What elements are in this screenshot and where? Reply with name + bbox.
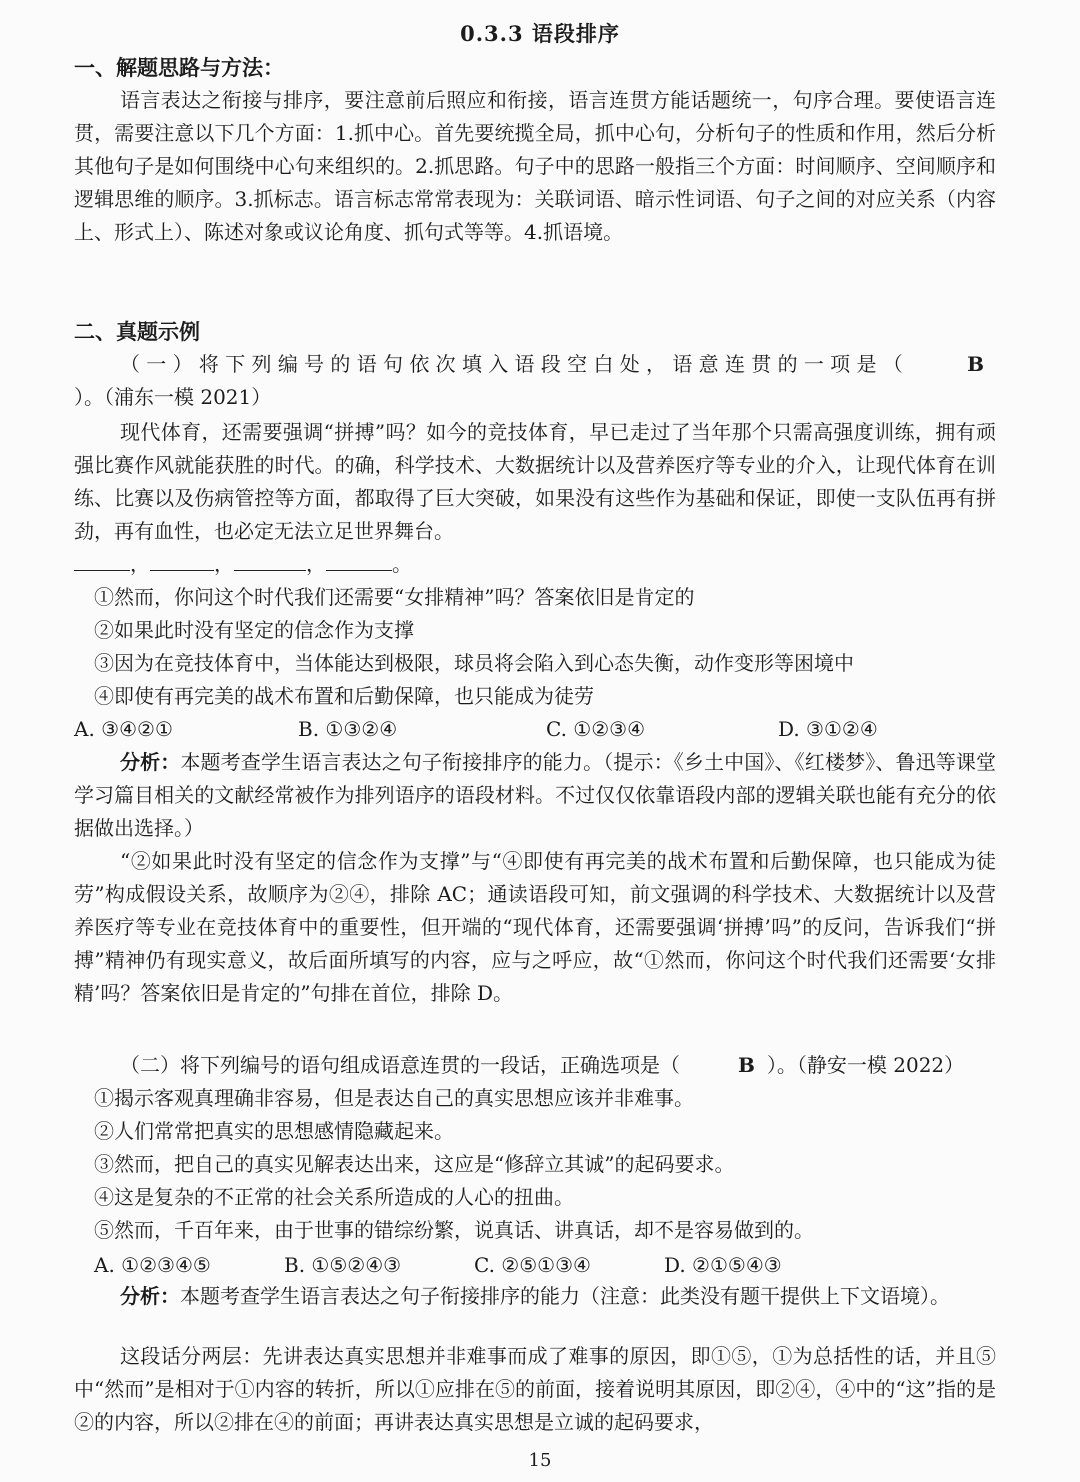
q2-options <box>94 1249 994 1282</box>
q1-stem-after: ）。（浦东一模 2021） <box>74 385 272 409</box>
blank-end: 。 <box>392 552 412 576</box>
blank-4 <box>326 550 392 571</box>
q2-item: ①揭示客观真理确非容易，但是表达自己的真实思想应该并非难事。 <box>94 1086 694 1110</box>
q2-analysis <box>74 1280 996 1313</box>
q1-stem-before: （一）将下列编号的语句依次填入语段空白处，语意连贯的一项是（ <box>120 352 910 376</box>
q1-options <box>74 713 996 746</box>
blank-separator: ， <box>130 552 150 576</box>
q2-item: ②人们常常把真实的思想感情隐藏起来。 <box>94 1119 454 1143</box>
q2-item: ③然而，把自己的真实见解表达出来，这应是“修辞立其诚”的起码要求。 <box>94 1152 735 1176</box>
q2-analysis-text: 本题考查学生语言表达之句子衔接排序的能力（注意：此类没有题干提供上下文语境）。 <box>180 1284 950 1308</box>
q1-explanation: “②如果此时没有坚定的信念作为支撑”与“④即使有再完美的战术布置和后勤保障，也只能成为徒劳”构成假设关系，故顺序为②④，排除 AC；通读语段可知，前文强调的科学技术、大数据统计以及营养医疗等专业在竞技体育中的重要性，但开端的“现代体育，还需要强调‘拼搏’吗”的反问，告诉我们“拼搏”精神仍有现实意义，故后面所填写的内容，应与之呼应，故“①然而，你问这个时代我们还需要‘女排精’吗？答案依旧是肯定的”句排在首位，排除 D。 <box>74 849 996 1005</box>
q2-answer: B <box>738 1053 755 1077</box>
q1-blanks <box>74 548 412 581</box>
q1-analysis-text: 本题考查学生语言表达之句子衔接排序的能力。（提示：《乡土中国》、《红楼梦》、鲁迅等课堂学习篇目相关的文献经常被作为排列语序的语段材料。不过仅仅依靠语段内部的逻辑关联也能有充分的依据做出选择。） <box>74 750 997 840</box>
q2-analysis-label: 分析： <box>120 1284 180 1308</box>
section2-heading: 二、真题示例 <box>74 319 200 344</box>
q1-stem <box>74 348 996 414</box>
q2-explanation: 这段话分两层：先讲表达真实思想并非难事而成了难事的原因，即①⑤，①为总括性的话，并且⑤中“然而”是相对于①内容的转折，所以①应排在⑤的前面，接着说明其原因，即②④，④中的“这”指的是②的内容，所以②排在④的前面；再讲表达真实思想是立诚的起码要求， <box>74 1344 996 1434</box>
page-number: 15 <box>528 1450 552 1471</box>
q1-item: ④即使有再完美的战术布置和后勤保障，也只能成为徒劳 <box>94 684 594 708</box>
q1-analysis <box>74 746 996 845</box>
q1-analysis-label: 分析： <box>120 750 181 774</box>
q2-stem-before: （二）将下列编号的语句组成语意连贯的一段话，正确选项是（ <box>120 1053 680 1077</box>
blank-separator: ， <box>214 552 234 576</box>
q2-option-c: C. ②⑤①③④ <box>474 1253 591 1277</box>
section1-heading: 一、解题思路与方法： <box>74 55 284 80</box>
blank-separator: ， <box>306 552 326 576</box>
q2-option-b: B. ①⑤②④③ <box>284 1253 402 1277</box>
q1-option-c: C. ①②③④ <box>546 717 646 741</box>
q1-option-d: D. ③①②④ <box>778 717 878 741</box>
q1-option-a: A. ③④②① <box>74 717 173 741</box>
blank-2 <box>150 550 214 571</box>
blank-3 <box>234 550 306 571</box>
q1-item: ②如果此时没有坚定的信念作为支撑 <box>94 618 414 642</box>
q2-item: ④这是复杂的不正常的社会关系所造成的人心的扭曲。 <box>94 1185 574 1209</box>
q2-option-d: D. ②①⑤④③ <box>664 1253 782 1277</box>
page-title: 0.3.3 语段排序 <box>460 21 620 46</box>
q2-item: ⑤然而，千百年来，由于世事的错综纷繁，说真话、讲真话，却不是容易做到的。 <box>94 1218 814 1242</box>
q1-answer: B <box>967 352 984 376</box>
blank-1 <box>74 550 130 571</box>
q1-passage: 现代体育，还需要强调“拼搏”吗？如今的竞技体育，早已走过了当年那个只需高强度训练，拥有顽强比赛作风就能获胜的时代。的确，科学技术、大数据统计以及营养医疗等专业的介入，让现代体育在训练、比赛以及伤病管控等方面，都取得了巨大突破，如果没有这些作为基础和保证，即使一支队伍再有拼劲，再有血性，也必定无法立足世界舞台。 <box>74 420 996 543</box>
q1-item: ③因为在竞技体育中，当体能达到极限，球员将会陷入到心态失衡，动作变形等困境中 <box>94 651 854 675</box>
q2-stem-after: ）。（静安一模 2022） <box>766 1053 965 1077</box>
q2-option-a: A. ①②③④⑤ <box>94 1253 211 1277</box>
q2-stem <box>74 1049 996 1082</box>
q1-item: ①然而，你问这个时代我们还需要“女排精神”吗？答案依旧是肯定的 <box>94 585 695 609</box>
q1-option-b: B. ①③②④ <box>298 717 398 741</box>
section1-body: 语言表达之衔接与排序，要注意前后照应和衔接，语言连贯方能话题统一，句序合理。要使语言连贯，需要注意以下几个方面：1.抓中心。首先要统揽全局，抓中心句，分析句子的性质和作用，然后分析其他句子是如何围绕中心句来组织的。2.抓思路。句子中的思路一般指三个方面：时间顺序、空间顺序和逻辑思维的顺序。3.抓标志。语言标志常常表现为：关联词语、暗示性词语、句子之间的对应关系（内容上、形式上）、陈述对象或议论角度、抓句式等等。4.抓语境。 <box>74 88 996 244</box>
